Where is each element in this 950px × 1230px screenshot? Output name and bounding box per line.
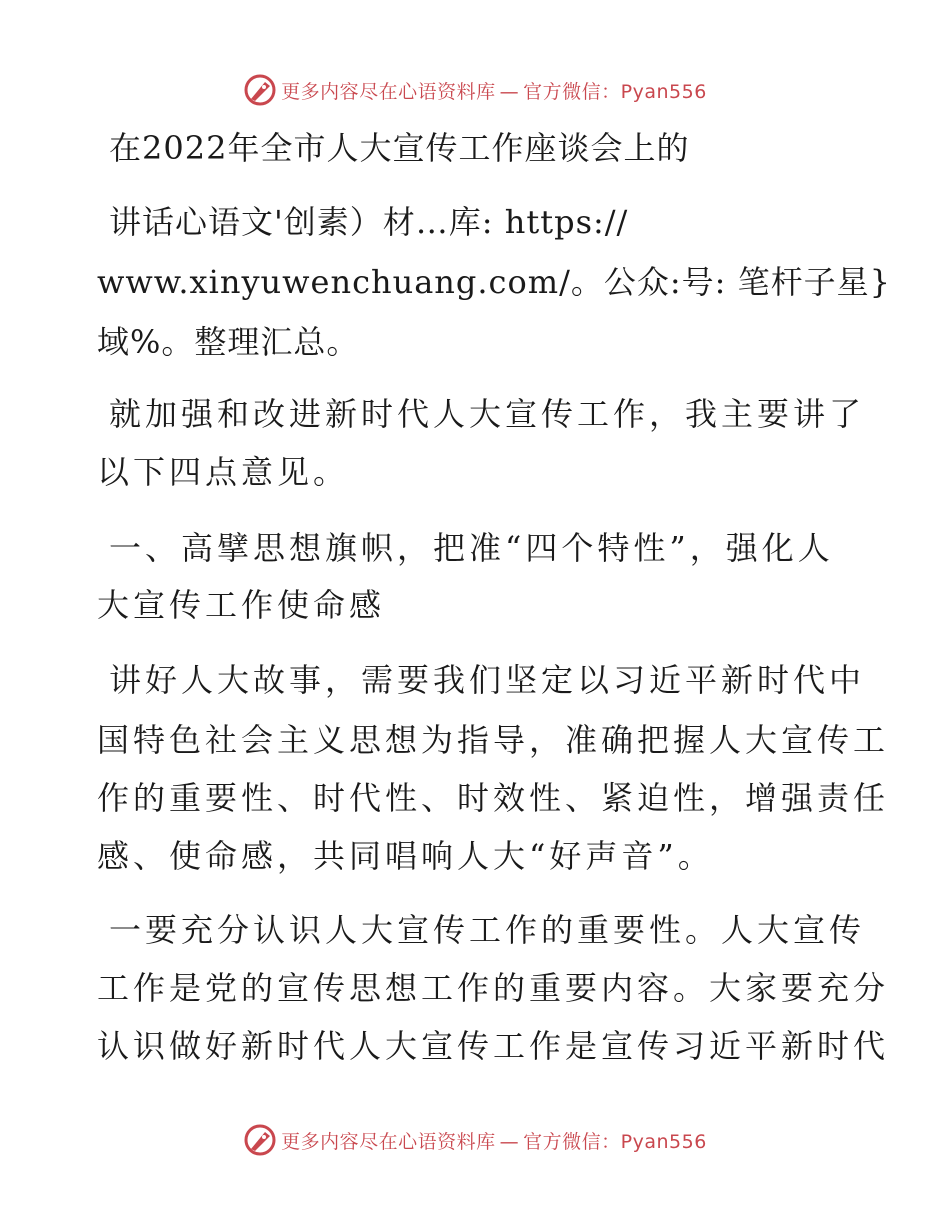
pen-nib-logo-icon <box>243 73 277 107</box>
watermark-separator: — <box>499 80 520 103</box>
pen-nib-logo-icon <box>243 1123 277 1157</box>
watermark-text <box>281 77 707 104</box>
footer-watermark <box>0 1120 950 1160</box>
text-line: 一要充分认识人大宣传工作的重要性。人大宣传 <box>109 911 866 949</box>
watermark-slogan: 更多内容尽在心语资料库 <box>281 80 496 103</box>
watermark-contact: 官方微信：Pyan556 <box>523 80 707 103</box>
section-heading-line-1: 一、高擘思想旗帜，把准“四个特性”，强化人 <box>109 529 834 567</box>
text-line: 以下四点意见。 <box>97 453 350 491</box>
text-line: 讲好人大故事，需要我们坚定以习近平新时代中 <box>109 661 866 699</box>
text-line: 域%。整理汇总。 <box>97 323 360 361</box>
watermark-text <box>281 1127 707 1154</box>
text-line: www.xinyuwenchuang.com/。公众:号: 笔杆子星} <box>97 263 891 301</box>
text-line: 国特色社会主义思想为指导，准确把握人大宣传工 <box>97 721 890 759</box>
header-watermark <box>0 70 950 110</box>
text-line: 感、使命感，共同唱响人大“好声音”。 <box>97 837 714 875</box>
text-line: 就加强和改进新时代人大宣传工作，我主要讲了 <box>109 395 866 433</box>
title-line-2: 讲话心语文'创素）材…库: https:// <box>109 203 629 241</box>
text-line: 工作是党的宣传思想工作的重要内容。大家要充分 <box>97 969 890 1007</box>
text-line: 认识做好新时代人大宣传工作是宣传习近平新时代 <box>97 1027 890 1065</box>
watermark-slogan: 更多内容尽在心语资料库 <box>281 1130 496 1153</box>
text-line: 作的重要性、时代性、时效性、紧迫性，增强责任 <box>97 779 890 817</box>
section-heading-line-2: 大宣传工作使命感 <box>97 586 386 624</box>
title-line-1: 在2022年全市人大宣传工作座谈会上的 <box>109 129 690 167</box>
watermark-contact: 官方微信：Pyan556 <box>523 1130 707 1153</box>
watermark-separator: — <box>499 1130 520 1153</box>
